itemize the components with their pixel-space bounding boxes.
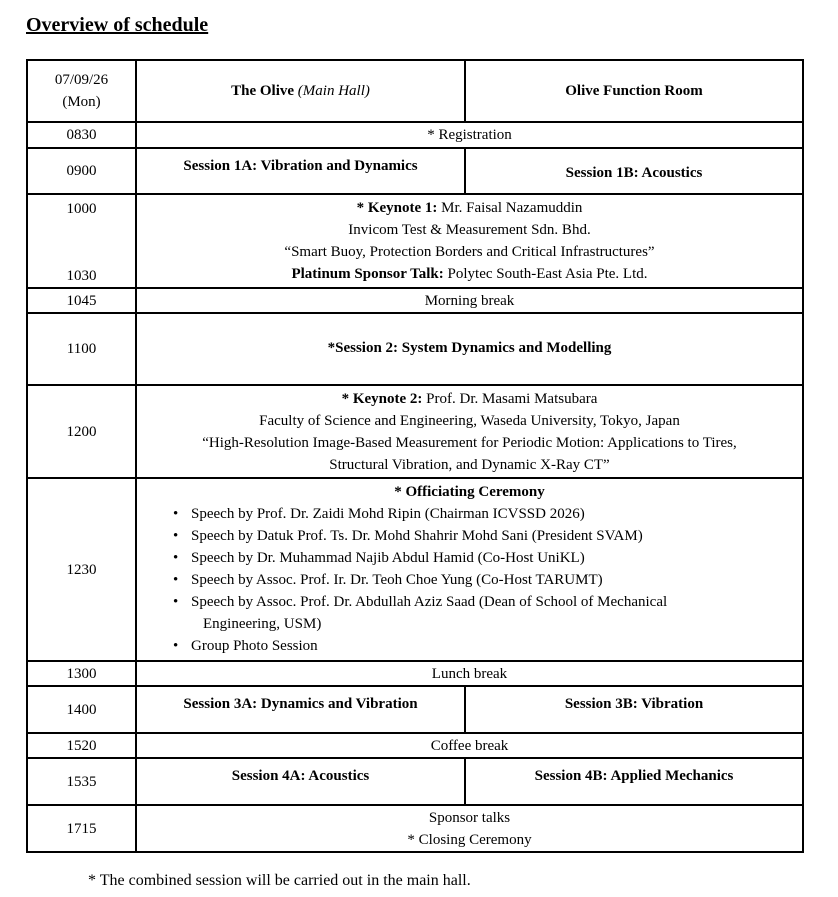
- row-officiating-ceremony: [27, 478, 803, 661]
- time-cell: 1535: [27, 758, 136, 805]
- date-cell: [27, 60, 136, 122]
- session-3a: Session 3A: Dynamics and Vibration: [136, 686, 465, 733]
- sponsor-talk-label: Platinum Sponsor Talk:: [291, 266, 444, 282]
- venue-a-note: (Main Hall): [297, 83, 370, 99]
- session-2-cell: *Session 2: System Dynamics and Modelling: [136, 313, 803, 385]
- list-item-continuation: Engineering, USM): [203, 616, 322, 632]
- keynote-1-speaker: Mr. Faisal Nazamuddin: [437, 200, 583, 216]
- list-item: • Speech by Datuk Prof. Ts. Dr. Mohd Shahrir Mohd Sani (President SVAM): [191, 525, 796, 547]
- row-coffee-break: [27, 733, 803, 758]
- coffee-break-cell: Coffee break: [136, 733, 803, 758]
- list-item: • Group Photo Session: [191, 635, 796, 657]
- session-3b: Session 3B: Vibration: [465, 686, 803, 733]
- keynote-1-label: * Keynote 1:: [356, 200, 438, 216]
- header-row: [27, 60, 803, 122]
- row-registration: [27, 122, 803, 148]
- list-item: [191, 591, 796, 635]
- list-item: • Speech by Dr. Muhammad Najib Abdul Hamid (Co-Host UniKL): [191, 547, 796, 569]
- row-lunch-break: [27, 661, 803, 686]
- lunch-break-cell: Lunch break: [136, 661, 803, 686]
- closing-cell: [136, 805, 803, 852]
- row-morning-break: [27, 288, 803, 313]
- time-cell: 1200: [27, 385, 136, 478]
- time-cell: 1520: [27, 733, 136, 758]
- time-end: 1030: [66, 268, 97, 284]
- keynote-1-cell: [136, 194, 803, 288]
- time-start: 1000: [66, 201, 97, 217]
- time-cell: [27, 194, 136, 288]
- morning-break-cell: Morning break: [136, 288, 803, 313]
- keynote-2-cell: [136, 385, 803, 478]
- time-cell: 1230: [27, 478, 136, 661]
- venue-a-name: The Olive: [231, 83, 295, 99]
- day: (Mon): [62, 94, 101, 110]
- time-cell: 0900: [27, 148, 136, 194]
- venue-function-room: Olive Function Room: [465, 60, 803, 122]
- row-session-3: [27, 686, 803, 733]
- ceremony-cell: [136, 478, 803, 661]
- keynote-2-org: Faculty of Science and Engineering, Waseda University, Tokyo, Japan: [259, 413, 680, 429]
- row-session-2: [27, 313, 803, 385]
- time-cell: 1715: [27, 805, 136, 852]
- list-item-text: Speech by Assoc. Prof. Dr. Abdullah Aziz Saad (Dean of School of Mechanical: [191, 594, 668, 610]
- time-cell: 1045: [27, 288, 136, 313]
- row-keynote-2: [27, 385, 803, 478]
- keynote-2-talk-line-2: Structural Vibration, and Dynamic X-Ray CT”: [329, 457, 610, 473]
- closing-ceremony: * Closing Ceremony: [407, 831, 532, 848]
- ceremony-list: [143, 503, 796, 657]
- schedule-table: [26, 59, 804, 853]
- page-title: Overview of schedule: [26, 14, 209, 36]
- registration-cell: * Registration: [136, 122, 803, 148]
- footnote: * The combined session will be carried out in the main hall.: [88, 872, 471, 889]
- ceremony-heading: * Officiating Ceremony: [394, 484, 545, 500]
- session-1a: Session 1A: Vibration and Dynamics: [136, 148, 465, 194]
- row-session-1: [27, 148, 803, 194]
- time-cell: 1100: [27, 313, 136, 385]
- keynote-2-speaker: Prof. Dr. Masami Matsubara: [422, 391, 598, 407]
- keynote-1-talk: “Smart Buoy, Protection Borders and Critical Infrastructures”: [284, 244, 655, 260]
- row-closing: [27, 805, 803, 852]
- list-item: • Speech by Assoc. Prof. Ir. Dr. Teoh Choe Yung (Co-Host TARUMT): [191, 569, 796, 591]
- row-session-4: [27, 758, 803, 805]
- time-cell: 1400: [27, 686, 136, 733]
- list-item: • Speech by Prof. Dr. Zaidi Mohd Ripin (Chairman ICVSSD 2026): [191, 503, 796, 525]
- date: 07/09/26: [54, 72, 109, 88]
- session-4a: Session 4A: Acoustics: [136, 758, 465, 805]
- venue-main-hall: [136, 60, 465, 122]
- time-cell: 0830: [27, 122, 136, 148]
- sponsor-talk-name: Polytec South-East Asia Pte. Ltd.: [443, 266, 648, 282]
- session-4b: Session 4B: Applied Mechanics: [465, 758, 803, 805]
- session-1b: Session 1B: Acoustics: [465, 148, 803, 194]
- keynote-1-org: Invicom Test & Measurement Sdn. Bhd.: [348, 222, 591, 238]
- keynote-2-label: * Keynote 2:: [341, 391, 423, 407]
- row-keynote-1: [27, 194, 803, 288]
- sponsor-talks: Sponsor talks: [428, 809, 511, 826]
- time-cell: 1300: [27, 661, 136, 686]
- keynote-2-talk-line-1: “High-Resolution Image-Based Measurement for Periodic Motion: Applications to Tires,: [202, 435, 737, 451]
